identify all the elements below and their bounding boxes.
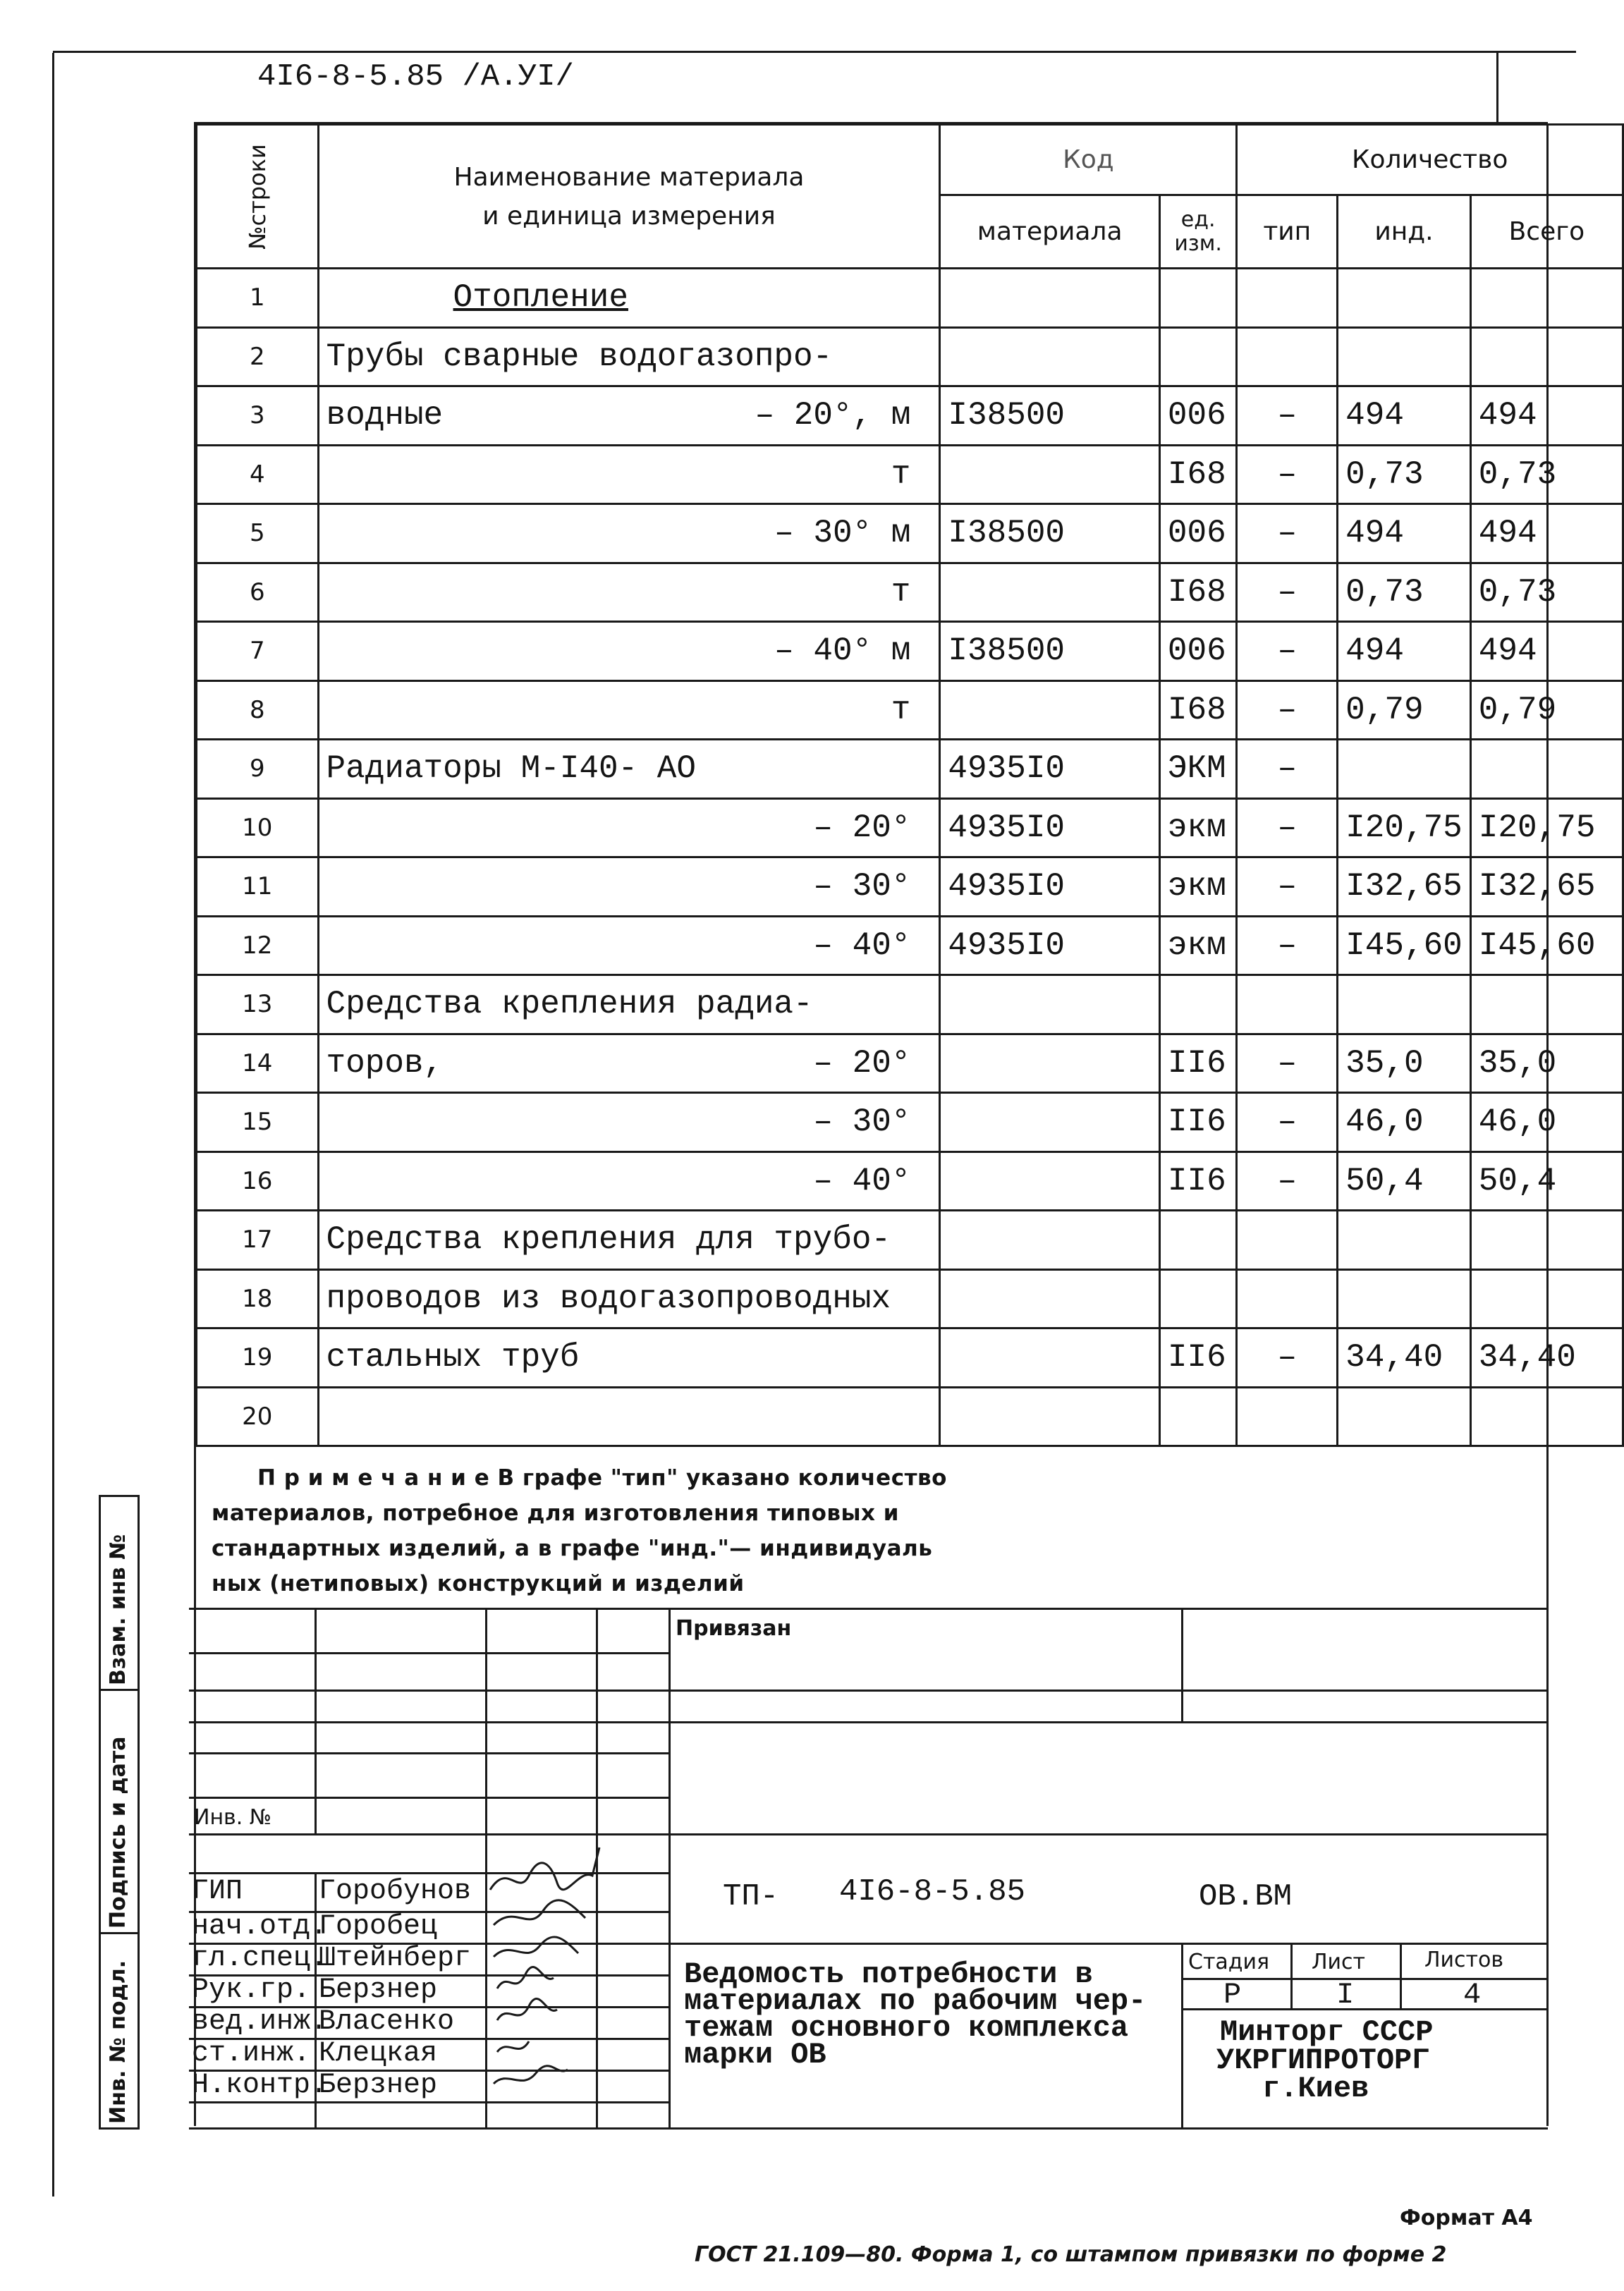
sheet-value: I [1336,1978,1355,2012]
table-row [197,622,1623,681]
row-total: 0,73 [1470,445,1623,504]
signer-name: Горобец [319,1911,438,1943]
signer-name: Берзнер [319,2070,438,2101]
row-type [1237,1211,1338,1270]
row-unit-code: II6 [1159,1093,1236,1152]
signer-name: Клецкая [319,2038,438,2070]
stage-value: Р [1223,1978,1242,2012]
row-name-suffix: т [891,456,911,493]
header-total: Всего [1470,195,1623,269]
row-ind: 494 [1338,504,1471,563]
table-row [197,1034,1623,1093]
row-unit-code: II6 [1159,1034,1236,1093]
row-unit-code [1159,975,1236,1034]
row-name [318,327,940,386]
signer-role: ст.инж. [192,2038,311,2070]
table-row [197,975,1623,1034]
side-strip-top [99,1495,140,1497]
gost-line: ГОСТ 21.109—80. Форма 1, со штампом привязки по форме 2 [695,2242,1447,2267]
row-name-text: Отопление [453,279,628,317]
row-number: 7 [197,622,319,681]
row-total: 46,0 [1470,1093,1623,1152]
sheets-label: Листов [1424,1948,1504,1972]
row-number: 14 [197,1034,319,1093]
row-ind [1338,269,1471,328]
row-type: – [1237,386,1338,446]
note-line-1: П р и м е ч а н и е В графе "тип" указано количество [257,1465,947,1491]
row-type: – [1237,445,1338,504]
table-row [197,563,1623,622]
side-strip-bottom [99,2127,140,2130]
stamp-h2 [189,1690,1548,1692]
row-material-code [940,1151,1159,1211]
row-number: 18 [197,1269,319,1328]
row-total: 494 [1470,622,1623,681]
row-unit-code: I68 [1159,563,1236,622]
row-total [1470,975,1623,1034]
signer-role: Н.контр. [192,2070,328,2101]
row-type [1237,1387,1338,1446]
title-line-2: материалах по рабочим чер- [684,1984,1147,2018]
row-material-code [940,1093,1159,1152]
row-material-code: 4935I0 [940,740,1159,799]
table-row [197,1328,1623,1388]
row-ind: 50,4 [1338,1151,1471,1211]
row-ind: 494 [1338,386,1471,446]
row-ind [1338,975,1471,1034]
privyazan-label: Привязан [676,1616,792,1641]
row-unit-code [1159,269,1236,328]
row-name-suffix: т [891,573,911,611]
row-name [318,1211,940,1270]
signature-2 [494,1900,585,1925]
row-total [1470,1387,1623,1446]
top-code: 4I6-8-5.85 /А.УI/ [257,59,574,94]
row-number: 10 [197,798,319,857]
row-material-code: I38500 [940,622,1159,681]
row-unit-code: II6 [1159,1151,1236,1211]
row-type: – [1237,1328,1338,1388]
row-unit-code: экм [1159,916,1236,975]
side-strip-sep2 [99,1932,140,1934]
signature-1 [490,1847,599,1890]
row-name-text: Средства крепления радиа- [326,986,813,1023]
row-number: 17 [197,1211,319,1270]
signature-6 [497,2041,529,2052]
org-line-1: Минторг СССР [1220,2015,1434,2049]
signer-name: Горобунов [319,1876,472,1907]
stamp-v5 [1181,1608,1183,1722]
row-total: 494 [1470,386,1623,446]
row-name-text: Средства крепления для трубо- [326,1221,891,1259]
row-unit-code [1159,1387,1236,1446]
row-material-code [940,1034,1159,1093]
row-unit-code: ЭКМ [1159,740,1236,799]
row-name [318,680,940,740]
row-name-text: Трубы сварные водогазопро- [326,338,833,375]
frame-right-stub [1496,51,1498,123]
table-row [197,1387,1623,1446]
title-line-1: Ведомость потребности в [684,1957,1093,1991]
row-total [1470,740,1623,799]
stamp-v6 [1181,1943,1183,2127]
row-type: – [1237,1034,1338,1093]
row-name-suffix: – 20°, м [755,397,911,434]
row-name-suffix: – 40° м [774,633,911,670]
row-material-code: 4935I0 [940,916,1159,975]
format-label: Формат А4 [1400,2206,1533,2230]
table-row [197,916,1623,975]
sheet-label: Лист [1312,1950,1366,1974]
row-number: 20 [197,1387,319,1446]
side-strip-left [99,1495,101,2130]
row-material-code [940,327,1159,386]
stamp-h-bottom [189,2127,1548,2130]
row-number: 13 [197,975,319,1034]
row-material-code: 4935I0 [940,857,1159,917]
table-row [197,504,1623,563]
row-ind: 0,73 [1338,563,1471,622]
row-number: 6 [197,563,319,622]
row-total: I45,60 [1470,916,1623,975]
signer-name: Берзнер [319,1974,438,2006]
row-number: 9 [197,740,319,799]
table-row [197,327,1623,386]
row-unit-code: I68 [1159,680,1236,740]
row-name-suffix: – 30° м [774,515,911,552]
row-material-code: I38500 [940,504,1159,563]
row-name [318,1328,940,1388]
row-name-suffix: – 20° [813,809,911,846]
row-name-suffix: – 40° [813,1162,911,1199]
note-line-3: стандартных изделий, а в графе "инд."— индивидуаль [212,1536,933,1561]
row-ind [1338,1387,1471,1446]
row-name [318,445,940,504]
row-name [318,622,940,681]
row-number: 12 [197,916,319,975]
sheets-value: 4 [1463,1978,1482,2012]
row-name-suffix: т [891,691,911,728]
row-name-text: стальных труб [326,1339,580,1376]
stamp-h6 [189,1833,1548,1835]
signer-name: Власенко [319,2006,455,2038]
table-row [197,386,1623,446]
row-name [318,1269,940,1328]
row-name-suffix: – 30° [813,868,911,905]
stamp-v7 [1290,1943,1293,2010]
row-ind: 35,0 [1338,1034,1471,1093]
row-total: 34,40 [1470,1328,1623,1388]
note-line-4: ных (нетиповых) конструкций и изделий [212,1571,745,1596]
signer-name: Штейнберг [319,1943,472,1974]
row-name [318,857,940,917]
row-ind [1338,1269,1471,1328]
row-material-code [940,975,1159,1034]
row-material-code [940,445,1159,504]
row-total: 0,79 [1470,680,1623,740]
frame-left [52,53,54,2197]
signer-role: гл.спец. [192,1943,328,1974]
row-type [1237,327,1338,386]
row-name-suffix: – 30° [813,1104,911,1141]
row-name [318,740,940,799]
row-material-code [940,1387,1159,1446]
row-name [318,1093,940,1152]
inv-no-label: Инв. № [194,1805,272,1830]
stage-label: Стадия [1188,1950,1270,1974]
row-total: 35,0 [1470,1034,1623,1093]
signer-role: ГИП [192,1876,243,1907]
table-row [197,1269,1623,1328]
row-ind: 0,73 [1338,445,1471,504]
table-row [197,1211,1623,1270]
row-unit-code: 006 [1159,622,1236,681]
row-type: – [1237,857,1338,917]
row-total [1470,269,1623,328]
signer-role: вед.инж. [192,2006,328,2038]
signature-7 [494,2066,568,2084]
row-number: 15 [197,1093,319,1152]
header-quantity: Количество [1237,125,1623,195]
row-unit-code: II6 [1159,1328,1236,1388]
doc-code-prefix: ТП- [723,1879,779,1914]
row-type: – [1237,798,1338,857]
row-total: I32,65 [1470,857,1623,917]
row-material-code [940,680,1159,740]
row-total: 50,4 [1470,1151,1623,1211]
org-line-2: УКРГИПРОТОРГ [1216,2043,1430,2077]
row-name-suffix: – 20° [813,1044,911,1082]
header-type: тип [1237,195,1338,269]
row-name [318,975,940,1034]
row-name [318,916,940,975]
table-row [197,269,1623,328]
row-name [318,798,940,857]
row-material-code [940,1269,1159,1328]
row-total: I20,75 [1470,798,1623,857]
stamp-h0 [189,1608,1548,1610]
row-unit-code: 006 [1159,386,1236,446]
row-number: 4 [197,445,319,504]
row-material-code [940,563,1159,622]
row-name [318,563,940,622]
table-row [197,798,1623,857]
row-name-text: водные [326,397,444,434]
stamp-v1 [315,1608,317,1833]
signer-role: Рук.гр. [192,1974,311,2006]
header-code: Код [940,125,1237,195]
row-name [318,1034,940,1093]
row-name-text: проводов из водогазопроводных [326,1280,891,1317]
table-row [197,1151,1623,1211]
header-unit: ед. изм. [1159,195,1236,269]
row-ind [1338,740,1471,799]
stamp-v8 [1400,1943,1402,2010]
side-strip-sep1 [99,1689,140,1691]
row-ind: 46,0 [1338,1093,1471,1152]
signature-5 [497,1999,557,2020]
row-ind: I20,75 [1338,798,1471,857]
table-row [197,740,1623,799]
row-material-code: 4935I0 [940,798,1159,857]
table-row [197,445,1623,504]
stamp-v4 [668,1608,671,2127]
row-type: – [1237,622,1338,681]
side-label-inv-podl: Инв. № подл. [106,1960,130,2124]
header-material: материала [940,195,1159,269]
row-ind: 0,79 [1338,680,1471,740]
materials-table [195,123,1624,1447]
row-number: 19 [197,1328,319,1388]
row-type: – [1237,1151,1338,1211]
row-ind [1338,1211,1471,1270]
row-number: 11 [197,857,319,917]
row-name-suffix: – 40° [813,927,911,964]
row-type: – [1237,1093,1338,1152]
table-row [197,1093,1623,1152]
header-name: Наименование материала и единица измерения [318,125,940,269]
row-name-text: торов, [326,1044,444,1082]
row-name [318,1151,940,1211]
row-type: – [1237,680,1338,740]
row-unit-code [1159,1211,1236,1270]
row-number: 3 [197,386,319,446]
signature-4 [497,1967,554,1988]
row-type [1237,1269,1338,1328]
header-row-num: №строки [197,125,319,269]
side-label-podpis: Подпись и дата [106,1736,130,1929]
row-unit-code: экм [1159,798,1236,857]
row-total: 0,73 [1470,563,1623,622]
row-name-text: Радиаторы М-I40- АО [326,750,697,788]
table-row [197,857,1623,917]
row-type: – [1237,563,1338,622]
row-material-code [940,269,1159,328]
row-number: 16 [197,1151,319,1211]
row-ind: I32,65 [1338,857,1471,917]
row-material-code [940,1328,1159,1388]
row-type: – [1237,504,1338,563]
doc-mark: ОВ.ВМ [1199,1879,1293,1914]
row-type [1237,975,1338,1034]
row-number: 5 [197,504,319,563]
frame-top [53,51,1576,53]
table-row [197,680,1623,740]
row-ind: 494 [1338,622,1471,681]
row-unit-code: 006 [1159,504,1236,563]
title-line-3: тежам основного комплекса [684,2011,1129,2045]
row-ind: 34,40 [1338,1328,1471,1388]
row-total [1470,1211,1623,1270]
signatures-scribbles [487,1833,628,2130]
signer-role: нач.отд. [192,1911,328,1943]
row-name [318,1387,940,1446]
row-number: 8 [197,680,319,740]
row-type: – [1237,740,1338,799]
row-unit-code: экм [1159,857,1236,917]
note-line-2: материалов, потребное для изготовления типовых и [212,1501,900,1526]
header-ind: инд. [1338,195,1471,269]
title-line-4: марки ОВ [684,2038,826,2072]
row-name [318,504,940,563]
row-number: 2 [197,327,319,386]
side-label-vzam: Взам. инв № [106,1534,130,1685]
row-ind: I45,60 [1338,916,1471,975]
row-material-code: I38500 [940,386,1159,446]
row-total [1470,1269,1623,1328]
row-total: 494 [1470,504,1623,563]
row-name [318,386,940,446]
row-unit-code: I68 [1159,445,1236,504]
signature-3 [494,1937,578,1957]
row-unit-code [1159,1269,1236,1328]
row-total [1470,327,1623,386]
side-strip-right [138,1495,140,2130]
row-type: – [1237,916,1338,975]
doc-code: 4I6-8-5.85 [839,1874,1026,1910]
row-type [1237,269,1338,328]
row-name [318,269,940,328]
stamp-h3b [668,1721,1548,1723]
row-material-code [940,1211,1159,1270]
row-ind [1338,327,1471,386]
row-unit-code [1159,327,1236,386]
org-line-3: г.Киев [1262,2072,1369,2106]
row-number: 1 [197,269,319,328]
